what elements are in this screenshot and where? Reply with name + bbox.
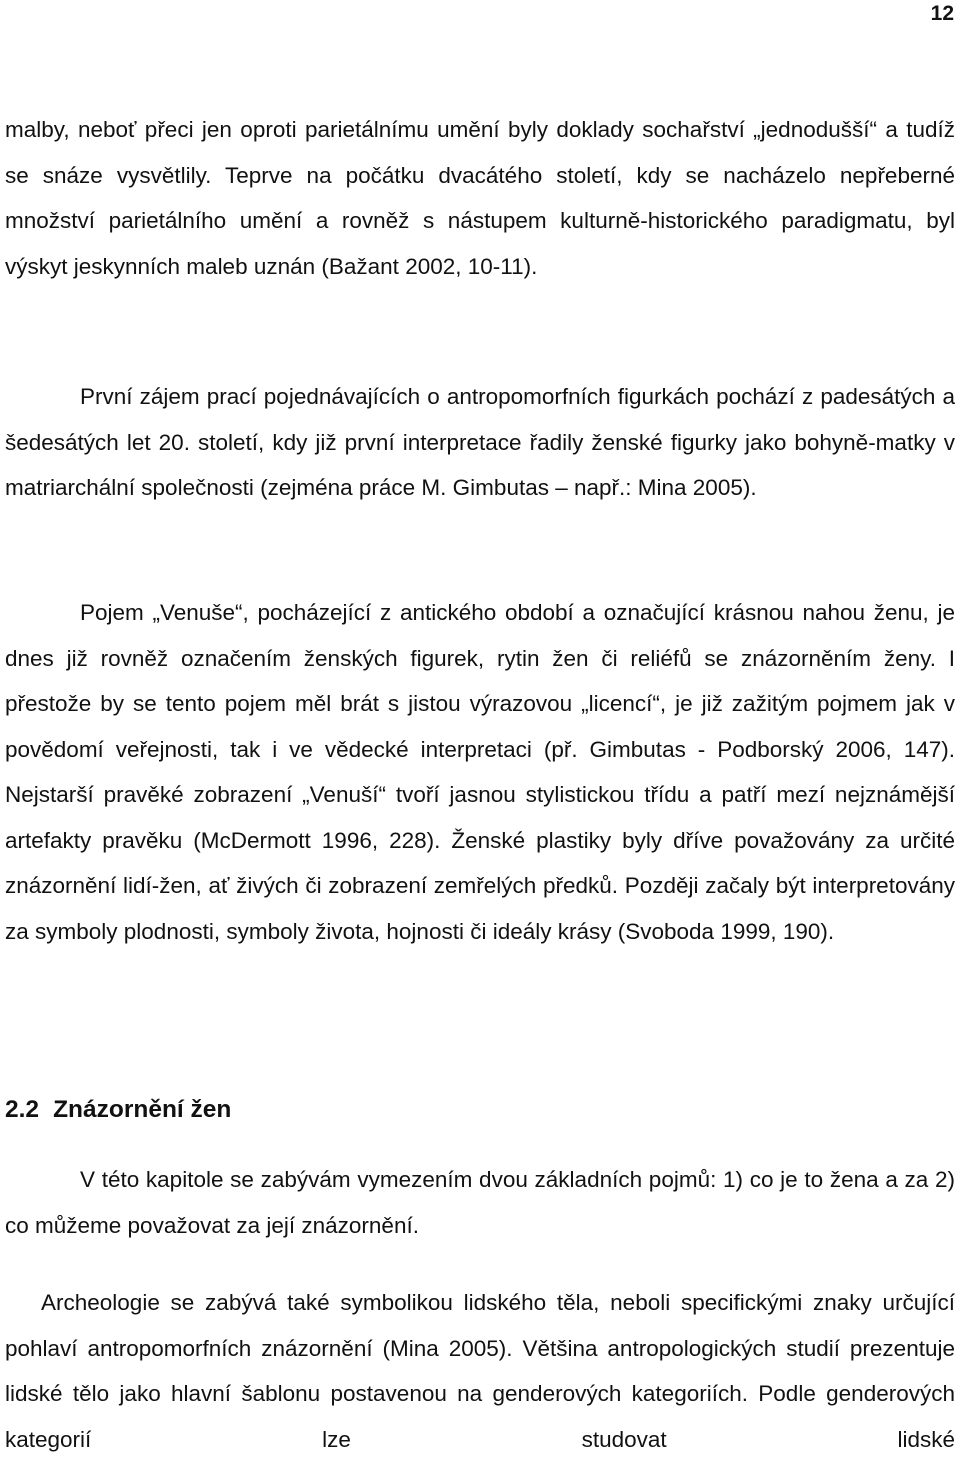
paragraph-3: Pojem „Venuše“, pocházející z antického období a označující krásnou nahou ženu, je dnes již rovněž označením ženských figurek, rytin žen či reliéfů se znázorněním ženy. I přestože by se tento pojem měl brát s jistou výrazovou „licencí“, je již zažitým pojmem jak v povědomí veřejnosti, tak i ve vědecké interpretaci (př. Gimbutas - Podborský 2006, 147). Nejstarší pravěké zobrazení „Venuší“ tvoří jasnou stylistickou třídu a patří mezí nejznámější artefakty pravěku (McDermott 1996, 228). Ženské plastiky byly dříve považovány za určité znázornění lidí-žen, ať živých či zobrazení zemřelých předků. Později začaly být interpretovány za symboly plodnosti, symboly života, hojnosti či ideály krásy (Svoboda 1999, 190).: [5, 600, 955, 944]
paragraph-5: Archeologie se zabývá také symbolikou lidského těla, neboli specifickými znaky určující pohlaví antropomorfních znázornění (Mina 2005). Většina antropologických studií prezentuje lidské tělo jako hlavní šablonu postavenou na genderových kategoriích. Podle genderových kategorií lze studovat lidské: [5, 1290, 955, 1452]
paragraph-1: malby, neboť přeci jen oproti parietálnímu umění byly doklady sochařství „jednodušší“ a tudíž se snáze vysvětlily. Teprve na počátku dvacátého století, kdy se nacházelo nepřeberné množství parietálního umění a rovněž s nástupem kulturně-historického paradigmatu, byl výskyt jeskynních maleb uznán (Bažant 2002, 10-11).: [5, 117, 955, 279]
paragraph-4: V této kapitole se zabývám vymezením dvou základních pojmů: 1) co je to žena a za 2) co můžeme považovat za její znázornění.: [5, 1167, 955, 1238]
paragraph-2: První zájem prací pojednávajících o antropomorfních figurkách pochází z padesátých a šedesátých let 20. století, kdy již první interpretace řadily ženské figurky jako bohyně-matky v matriarchální společnosti (zejména práce M. Gimbutas – např.: Mina 2005).: [5, 384, 955, 500]
section-number: 2.2: [5, 1096, 40, 1123]
section-heading: [5, 1090, 231, 1130]
page-number: 12: [930, 2, 954, 25]
section-title: Znázornění žen: [53, 1096, 232, 1123]
